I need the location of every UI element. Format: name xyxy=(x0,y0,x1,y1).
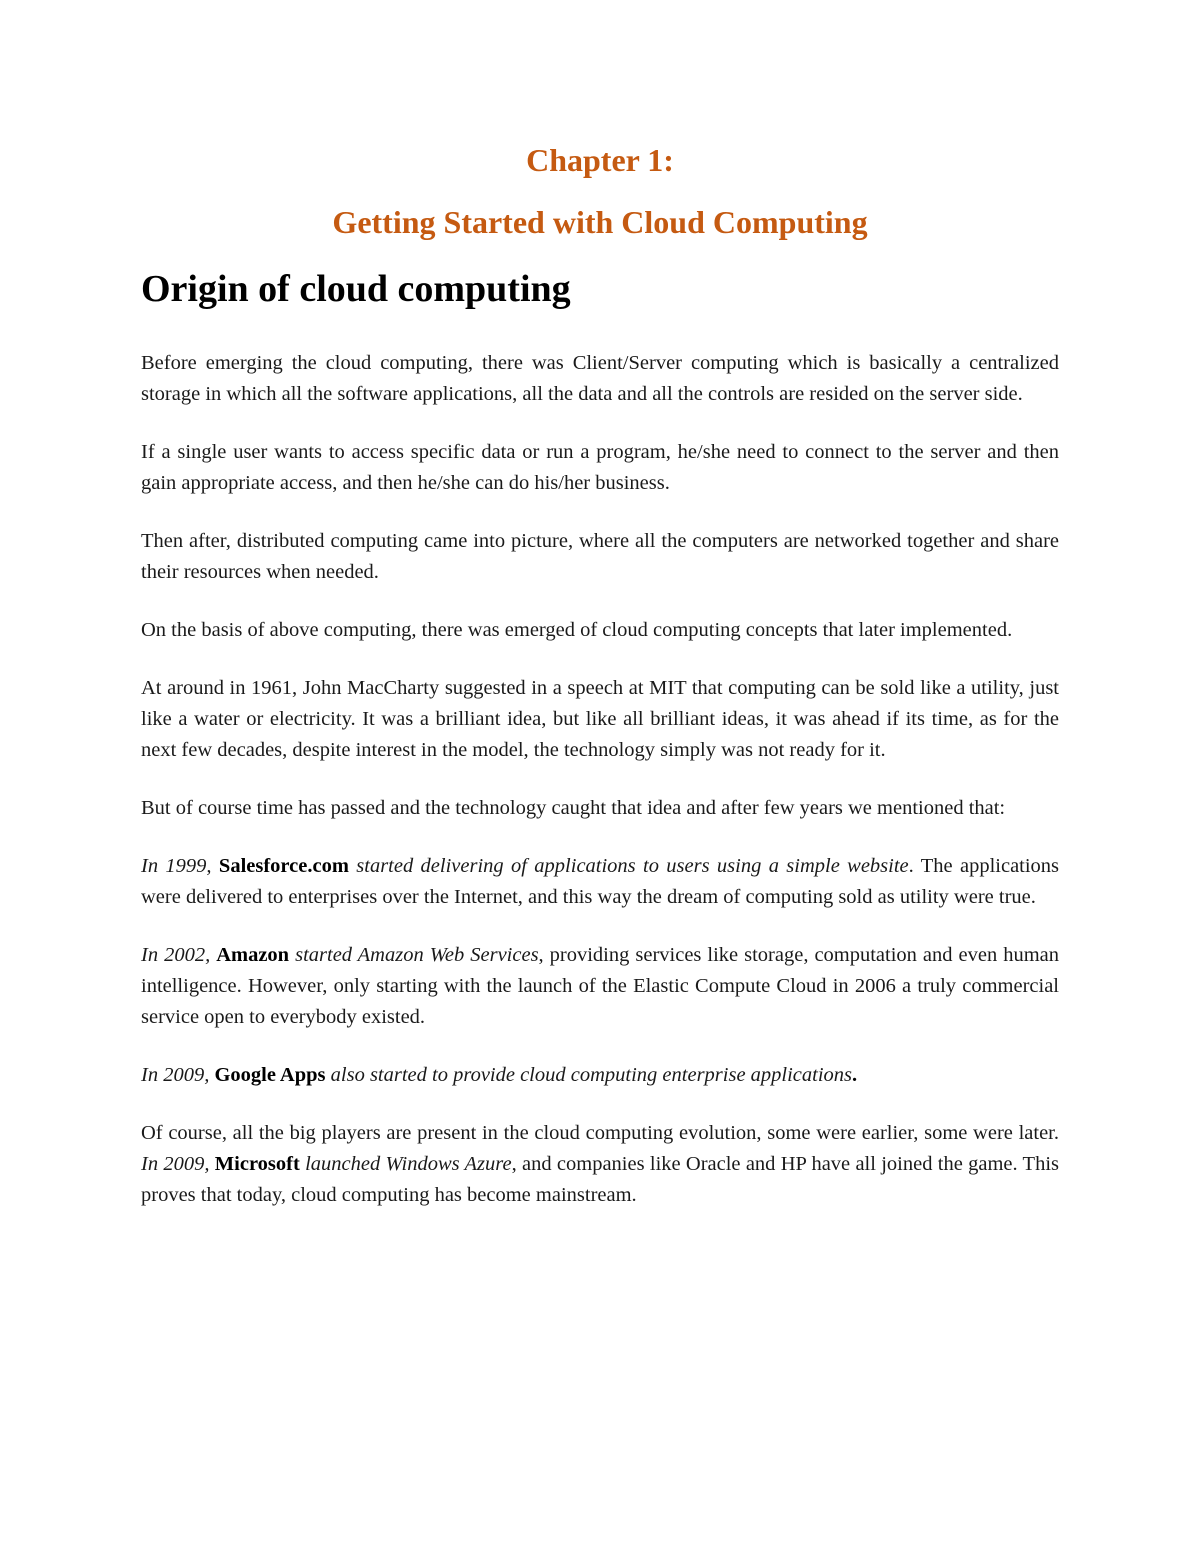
rest-microsoft: , and companies like Oracle and HP have all joined the game. This proves that today, cloud computing has become mainstream. xyxy=(141,1153,1059,1206)
lead-microsoft: Of course, all the big players are present in the cloud computing evolution, some were earlier, some were later. xyxy=(141,1122,1059,1144)
rest-salesforce: . The applications were delivered to enterprises over the Internet, and this way the dream of computing sold as utility were true. xyxy=(141,855,1060,908)
paragraph-single-user: If a single user wants to access specific data or run a program, he/she need to connect to the server and then gain appropriate access, and then he/she can do his/her business. xyxy=(141,441,1059,494)
chapter-number: Chapter 1: xyxy=(526,142,674,178)
action-amazon: started Amazon Web Services xyxy=(295,944,539,966)
paragraph-1999-salesforce xyxy=(141,851,1059,913)
action-google: also started to provide cloud computing enterprise applications xyxy=(330,1064,853,1086)
paragraph-2009-google xyxy=(141,1060,1059,1091)
year-2002: In 2002, xyxy=(141,944,211,966)
year-1999: In 1999, xyxy=(141,855,212,877)
document-body xyxy=(141,140,1059,1211)
action-salesforce: started delivering of applications to users using a simple website xyxy=(356,855,909,877)
year-2009-google: In 2009, xyxy=(141,1064,210,1086)
paragraph-time-passed: But of course time has passed and the technology caught that idea and after few years we mentioned that: xyxy=(141,797,1006,819)
paragraph-distributed: Then after, distributed computing came into picture, where all the computers are networked together and share their resources when needed. xyxy=(141,530,1059,583)
company-amazon: Amazon xyxy=(216,944,290,966)
section-heading: Origin of cloud computing xyxy=(141,268,571,310)
paragraph-basis: On the basis of above computing, there was emerged of cloud computing concepts that later implemented. xyxy=(141,619,1013,641)
company-google-apps: Google Apps xyxy=(214,1064,326,1086)
company-salesforce: Salesforce.com xyxy=(218,855,349,877)
paragraph-client-server: Before emerging the cloud computing, there was Client/Server computing which is basically a centralized storage in which all the software applications, all the data and all the controls are resided on the server side. xyxy=(141,352,1059,405)
year-2009-microsoft: In 2009, xyxy=(141,1153,210,1175)
paragraph-1961: At around in 1961, John MacCharty suggested in a speech at MIT that computing can be sold like a utility, just like a water or electricity. It was a brilliant idea, but like all brilliant ideas, it was ahead if its time, as for the next few decades, despite interest in the model, the technology simply was not ready for it. xyxy=(141,677,1059,761)
action-microsoft: launched Windows Azure xyxy=(305,1153,512,1175)
chapter-title: Getting Started with Cloud Computing xyxy=(332,204,868,240)
paragraph-2009-microsoft xyxy=(141,1118,1059,1211)
company-microsoft: Microsoft xyxy=(214,1153,300,1175)
rest-google: . xyxy=(852,1064,858,1086)
rest-amazon: , providing services like storage, computation and even human intelligence. However, only starting with the launch of the Elastic Compute Cloud in 2006 a truly commercial service open to everybody existed. xyxy=(141,944,1059,1028)
paragraph-2002-amazon xyxy=(141,940,1059,1033)
